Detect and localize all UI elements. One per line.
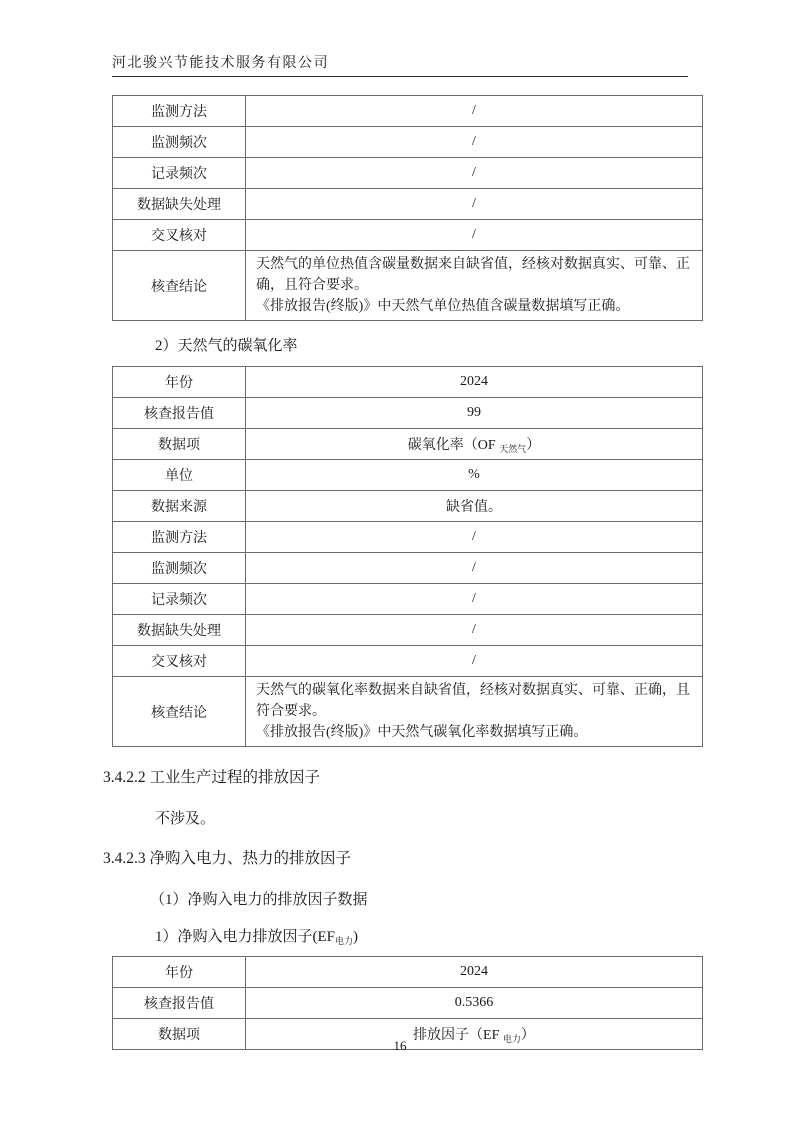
conclusion-para: 天然气的碳氧化率数据来自缺省值，经核对数据真实、可靠、正确，且符合要求。 <box>256 683 690 719</box>
heading-electricity-ef <box>155 925 688 946</box>
table-row <box>113 220 703 251</box>
row-label: 数据来源 <box>113 491 246 522</box>
table-row <box>113 615 703 646</box>
table-row <box>113 398 703 429</box>
table-nhv-carbon-content <box>112 95 703 321</box>
row-label: 监测频次 <box>113 553 246 584</box>
table-natural-gas-of <box>112 366 703 747</box>
table-row <box>113 367 703 398</box>
conclusion-para: 《排放报告(终版)》中天然气碳氧化率数据填写正确。 <box>256 725 588 740</box>
heading-ef-main: 1）净购入电力排放因子(EF <box>155 929 336 945</box>
row-value: / <box>246 522 703 553</box>
table-row <box>113 158 703 189</box>
row-value-data-item <box>246 429 703 460</box>
data-item-end: ） <box>526 438 541 453</box>
heading-ef-subscript: 电力 <box>335 936 354 946</box>
row-label: 数据缺失处理 <box>113 189 246 220</box>
table-row <box>113 988 703 1019</box>
row-label: 年份 <box>113 957 246 988</box>
row-value: / <box>246 158 703 189</box>
row-value: / <box>246 646 703 677</box>
data-item-subscript: 电力 <box>502 1034 521 1044</box>
row-value: / <box>246 584 703 615</box>
row-label: 监测方法 <box>113 522 246 553</box>
table-row-conclusion <box>113 677 703 747</box>
table-row <box>113 584 703 615</box>
row-label: 交叉核对 <box>113 646 246 677</box>
row-label: 数据缺失处理 <box>113 615 246 646</box>
row-label: 数据项 <box>113 1019 246 1050</box>
section-heading-3-4-2-3: 3.4.2.3 净购入电力、热力的排放因子 <box>103 850 352 867</box>
row-value: / <box>246 553 703 584</box>
row-label: 核查报告值 <box>113 988 246 1019</box>
table-row-conclusion <box>113 251 703 321</box>
conclusion-para: 天然气的单位热值含碳量数据来自缺省值，经核对数据真实、可靠、正确，且符合要求。 <box>256 257 690 293</box>
row-label: 监测方法 <box>113 96 246 127</box>
table-row <box>113 646 703 677</box>
company-header: 河北骏兴节能技术服务有限公司 <box>112 52 688 77</box>
row-value: 2024 <box>246 367 703 398</box>
page-number: 16 <box>393 1038 407 1053</box>
row-value: / <box>246 127 703 158</box>
row-label: 核查结论 <box>113 677 246 747</box>
page-content <box>103 0 690 1050</box>
not-involved-text: 不涉及。 <box>155 811 216 827</box>
row-value: / <box>246 615 703 646</box>
table-row <box>113 522 703 553</box>
data-item-main: 排放因子（EF <box>413 1028 503 1043</box>
table-row <box>113 96 703 127</box>
table-row <box>113 553 703 584</box>
conclusion-para: 《排放报告(终版)》中天然气单位热值含碳量数据填写正确。 <box>256 299 630 314</box>
row-value: 缺省值。 <box>246 491 703 522</box>
row-label: 核查报告值 <box>113 398 246 429</box>
row-value: 2024 <box>246 957 703 988</box>
table-row <box>113 429 703 460</box>
conclusion-cell <box>246 677 703 747</box>
table-electricity-ef <box>112 956 703 1050</box>
heading-electricity-factor-data: （1）净购入电力的排放因子数据 <box>150 892 368 908</box>
data-item-subscript: 天然气 <box>499 444 527 454</box>
row-label: 核查结论 <box>113 251 246 321</box>
data-item-end: ） <box>520 1028 535 1043</box>
heading-ef-end: ) <box>353 929 359 945</box>
table-row <box>113 460 703 491</box>
row-value: % <box>246 460 703 491</box>
table-row <box>113 127 703 158</box>
row-label: 数据项 <box>113 429 246 460</box>
data-item-main: 碳氧化率（OF <box>407 438 500 453</box>
table-row <box>113 957 703 988</box>
row-label: 记录频次 <box>113 158 246 189</box>
row-value: / <box>246 96 703 127</box>
row-label: 交叉核对 <box>113 220 246 251</box>
row-value: 0.5366 <box>246 988 703 1019</box>
row-label: 年份 <box>113 367 246 398</box>
row-label: 监测频次 <box>113 127 246 158</box>
row-value: / <box>246 189 703 220</box>
row-value: 99 <box>246 398 703 429</box>
row-label: 记录频次 <box>113 584 246 615</box>
section-heading-3-4-2-2: 3.4.2.2 工业生产过程的排放因子 <box>103 769 321 786</box>
row-value: / <box>246 220 703 251</box>
conclusion-cell <box>246 251 703 321</box>
table-row <box>113 189 703 220</box>
row-label: 单位 <box>113 460 246 491</box>
table-row <box>113 491 703 522</box>
heading-natural-gas-of: 2）天然气的碳氧化率 <box>155 338 298 354</box>
